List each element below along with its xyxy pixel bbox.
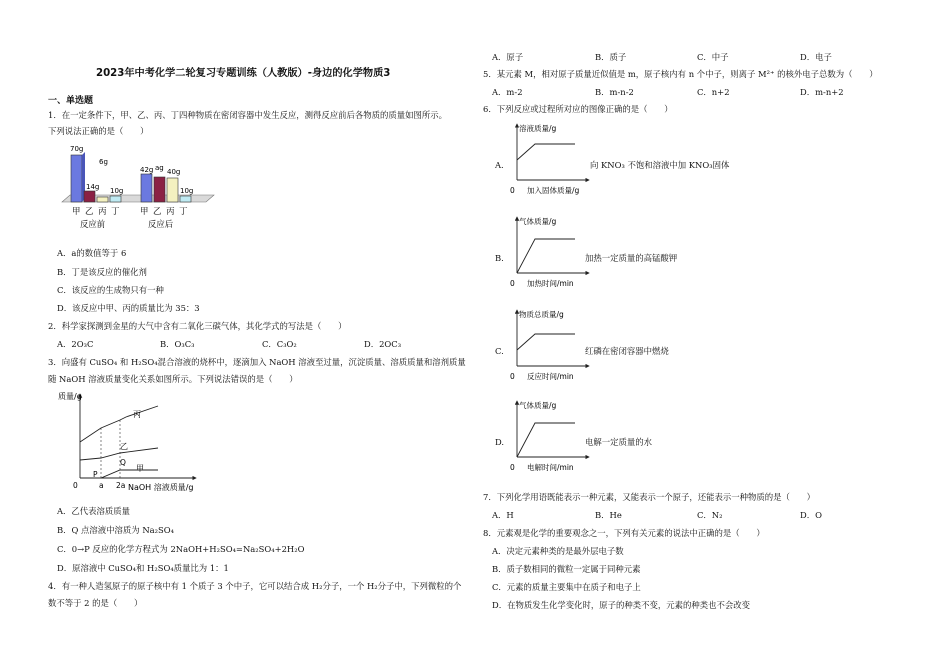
right-column bbox=[475, 0, 950, 672]
question-3-stem-line1: 3．向盛有 CuSO₄ 和 H₂SO₄混合溶液的烧杯中，逐滴加入 NaOH 溶液至过量，沉淀质量、溶质质量和溶剂质量 bbox=[48, 357, 466, 367]
names-after: 甲 乙 丙 丁 bbox=[140, 206, 189, 216]
bar-before-jia bbox=[71, 155, 82, 202]
origin-label: 0 bbox=[510, 463, 515, 472]
bar-after-ding bbox=[180, 196, 191, 202]
question-4-option-c[interactable]: C．中子 bbox=[697, 52, 729, 62]
question-4-option-d[interactable]: D．电子 bbox=[800, 52, 832, 62]
origin-label: 0 bbox=[510, 372, 515, 381]
value-after-jia: 42g bbox=[140, 166, 154, 174]
question-8-option-a[interactable]: A．决定元素种类的是最外层电子数 bbox=[492, 546, 624, 556]
bar-after-yi bbox=[154, 177, 165, 202]
x-axis-label: 电解时间/min bbox=[527, 463, 574, 472]
question-1-stem-line2: 下列说法正确的是（ ） bbox=[48, 126, 149, 136]
question-6-option-d-desc: 电解一定质量的水 bbox=[585, 437, 652, 447]
question-5-option-c[interactable]: C．n+2 bbox=[697, 87, 730, 97]
question-2-option-b[interactable]: B．O₃C₃ bbox=[160, 339, 195, 349]
x-axis-label: 加入固体质量/g bbox=[527, 186, 580, 195]
question-5-option-d[interactable]: D．m-n+2 bbox=[800, 87, 844, 97]
bar-after-bing bbox=[167, 178, 178, 202]
point-label-q: Q bbox=[120, 458, 126, 467]
origin-label: 0 bbox=[73, 481, 78, 490]
value-before-jia: 70g bbox=[70, 145, 84, 153]
question-2-option-a[interactable]: A．2O₃C bbox=[57, 339, 94, 349]
line-label-bing: 丙 bbox=[133, 410, 141, 419]
question-1-option-b[interactable]: B．丁是该反应的催化剂 bbox=[57, 267, 147, 277]
x-axis-label: 反应时间/min bbox=[527, 372, 574, 381]
question-8-option-d[interactable]: D．在物质发生化学变化时，原子的种类不变，元素的种类也不会改变 bbox=[492, 600, 750, 610]
curve-c bbox=[517, 334, 575, 350]
question-4-option-a[interactable]: A．原子 bbox=[492, 52, 524, 62]
question-1-bar-chart bbox=[58, 140, 218, 235]
line-label-jia: 甲 bbox=[136, 464, 144, 473]
line-yi bbox=[80, 448, 158, 460]
question-3-option-c[interactable]: C．0→P 反应的化学方程式为 2NaOH+H₂SO₄=Na₂SO₄+2H₂O bbox=[57, 544, 305, 554]
bar-after-jia bbox=[141, 174, 152, 202]
question-1-stem-line1: 1．在一定条件下，甲、乙、丙、丁四种物质在密闭容器中发生反应，测得反应前后各物质的质量如图所示。 bbox=[48, 110, 447, 120]
point-label-p: P bbox=[93, 470, 98, 479]
y-axis-label: 溶液质量/g bbox=[519, 124, 557, 133]
question-1-option-d[interactable]: D．该反应中甲、丙的质量比为 35：3 bbox=[57, 303, 200, 313]
question-6-option-a-letter: A. bbox=[495, 160, 504, 170]
y-axis-label: 气体质量/g bbox=[519, 401, 557, 410]
value-before-ding: 10g bbox=[110, 187, 124, 195]
value-after-ding: 10g bbox=[180, 187, 194, 195]
x-tick-2a: 2a bbox=[116, 481, 126, 490]
question-1-option-c[interactable]: C．该反应的生成物只有一种 bbox=[57, 285, 164, 295]
question-4-option-b[interactable]: B．质子 bbox=[595, 52, 627, 62]
question-8-option-b[interactable]: B．质子数相同的微粒一定属于同种元素 bbox=[492, 564, 641, 574]
question-3-line-graph bbox=[58, 390, 208, 498]
question-6-option-b-desc: 加热一定质量的高锰酸钾 bbox=[585, 253, 678, 263]
value-before-bing: 6g bbox=[99, 158, 108, 166]
y-axis-label: 物质总质量/g bbox=[519, 310, 564, 319]
question-5-stem: 5．某元素 M，相对原子质量近似值是 m，原子核内有 n 个中子，则离子 M²⁺ 的核外电子总数为（ ） bbox=[483, 69, 878, 79]
question-5-option-b[interactable]: B．m-n-2 bbox=[595, 87, 634, 97]
question-2-stem: 2．科学家探测到金星的大气中含有二氧化三碳气体，其化学式的写法是（ ） bbox=[48, 321, 347, 331]
question-5-option-a[interactable]: A．m-2 bbox=[492, 87, 523, 97]
question-6-option-b-letter: B. bbox=[495, 253, 504, 263]
question-6-option-d-letter: D. bbox=[495, 437, 505, 447]
question-3-option-a[interactable]: A．乙代表溶质质量 bbox=[57, 506, 131, 516]
question-6-stem: 6．下列反应或过程所对应的图像正确的是（ ） bbox=[483, 104, 673, 114]
question-7-stem: 7．下列化学用语既能表示一种元素，又能表示一个原子，还能表示一种物质的是（ ） bbox=[483, 492, 815, 502]
curve-b bbox=[517, 239, 575, 273]
x-tick-a: a bbox=[99, 481, 104, 490]
question-7-option-c[interactable]: C．N₂ bbox=[697, 510, 723, 520]
line-bing bbox=[80, 406, 158, 442]
question-8-option-c[interactable]: C．元素的质量主要集中在质子和电子上 bbox=[492, 582, 641, 592]
question-7-option-d[interactable]: D．O bbox=[800, 510, 822, 520]
curve-d bbox=[517, 423, 575, 457]
origin-label: 0 bbox=[510, 279, 515, 288]
y-axis-label: 质量/g bbox=[58, 392, 82, 401]
value-after-bing: 40g bbox=[167, 168, 181, 176]
value-after-yi: ag bbox=[155, 164, 164, 172]
question-3-option-d[interactable]: D．原溶液中 CuSO₄和 H₂SO₄质量比为 1：1 bbox=[57, 563, 229, 573]
question-6-option-c-letter: C. bbox=[495, 346, 504, 356]
question-7-option-b[interactable]: B．He bbox=[595, 510, 622, 520]
value-before-yi: 14g bbox=[86, 183, 100, 191]
x-axis-label: NaOH 溶液质量/g bbox=[128, 483, 194, 492]
x-axis-label: 加热时间/min bbox=[527, 279, 574, 288]
line-label-yi: 乙 bbox=[120, 442, 128, 451]
question-3-option-b[interactable]: B．Q 点溶液中溶质为 Na₂SO₄ bbox=[57, 525, 174, 535]
line-jia bbox=[80, 470, 158, 478]
question-3-stem-line2: 随 NaOH 溶液质量变化关系如图所示。下列说法错误的是（ ） bbox=[48, 374, 298, 384]
bar-before-bing bbox=[97, 197, 108, 202]
question-4-stem-line1: 4．有一种人造氢原子的原子核中有 1 个质子 3 个中子，它可以结合成 H₂分子，一个 H₂分子中，下列微粒的个 bbox=[48, 581, 462, 591]
names-before: 甲 乙 丙 丁 bbox=[72, 206, 121, 216]
label-before: 反应前 bbox=[80, 219, 106, 229]
y-axis-label: 气体质量/g bbox=[519, 217, 557, 226]
question-6-option-a-desc: 向 KNO₃ 不饱和溶液中加 KNO₃固体 bbox=[590, 160, 730, 170]
question-7-option-a[interactable]: A．H bbox=[492, 510, 514, 520]
question-2-option-d[interactable]: D．2OC₃ bbox=[364, 339, 402, 349]
question-1-option-a[interactable]: A．a的数值等于 6 bbox=[57, 248, 127, 258]
question-8-stem: 8．元素观是化学的重要观念之一，下列有关元素的说法中正确的是（ ） bbox=[483, 528, 765, 538]
bar-before-ding bbox=[110, 196, 121, 202]
curve-a bbox=[517, 144, 575, 160]
section-heading: 一、单选题 bbox=[48, 96, 94, 106]
page-title: 2023年中考化学二轮复习专题训练（人教版）-身边的化学物质3 bbox=[96, 68, 391, 79]
bar-before-yi bbox=[84, 191, 95, 202]
question-6-option-c-desc: 红磷在密闭容器中燃烧 bbox=[585, 346, 669, 356]
origin-label: 0 bbox=[510, 186, 515, 195]
question-2-option-c[interactable]: C．C₃O₂ bbox=[262, 339, 297, 349]
question-4-stem-line2: 数不等于 2 的是（ ） bbox=[48, 598, 143, 608]
label-after: 反应后 bbox=[148, 219, 174, 229]
